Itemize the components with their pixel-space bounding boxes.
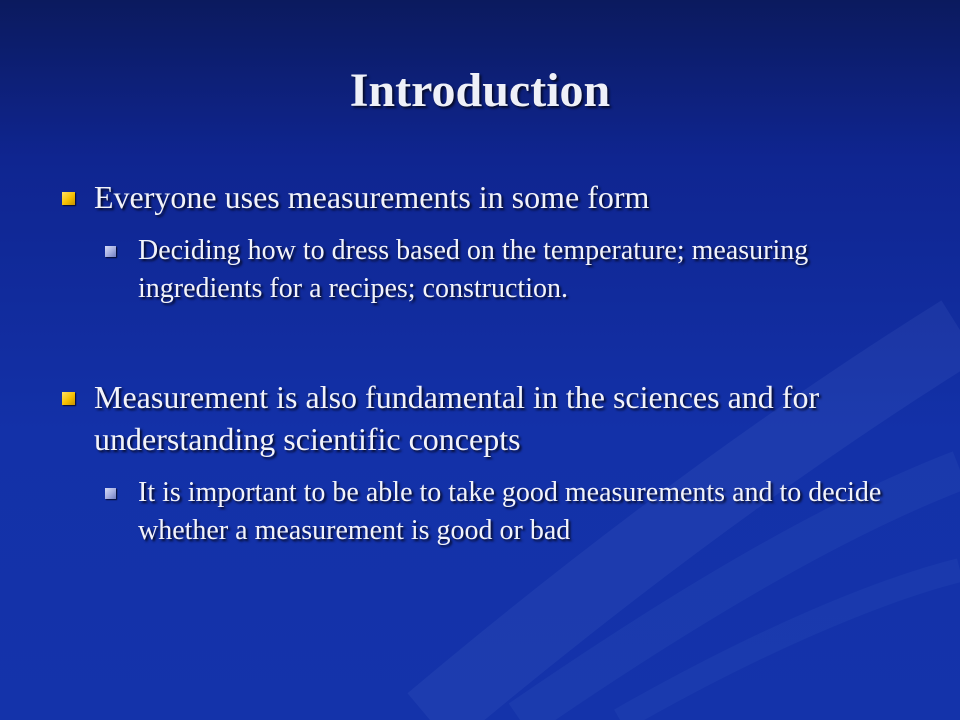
sub-bullet-text: It is important to be able to take good measurements and to decide whether a measurement is good or bad [138, 477, 882, 546]
square-bullet-icon [62, 192, 75, 205]
square-bullet-icon [62, 392, 75, 405]
bullet-text: Everyone uses measurements in some form [94, 179, 650, 215]
slide-title: Introduction [349, 64, 611, 117]
slide-body [62, 176, 922, 550]
square-sub-bullet-icon [105, 488, 116, 499]
square-sub-bullet-icon [105, 246, 116, 257]
sub-bullet-item [105, 474, 922, 550]
spacer [62, 308, 922, 376]
bullet-item [62, 376, 922, 460]
sub-bullet-text: Deciding how to dress based on the temperature; measuring ingredients for a recipes; construction. [138, 235, 809, 304]
bullet-text: Measurement is also fundamental in the sciences and for understanding scientific concepts [94, 379, 820, 457]
bullet-item [62, 176, 922, 218]
sub-bullet-item [105, 232, 922, 308]
